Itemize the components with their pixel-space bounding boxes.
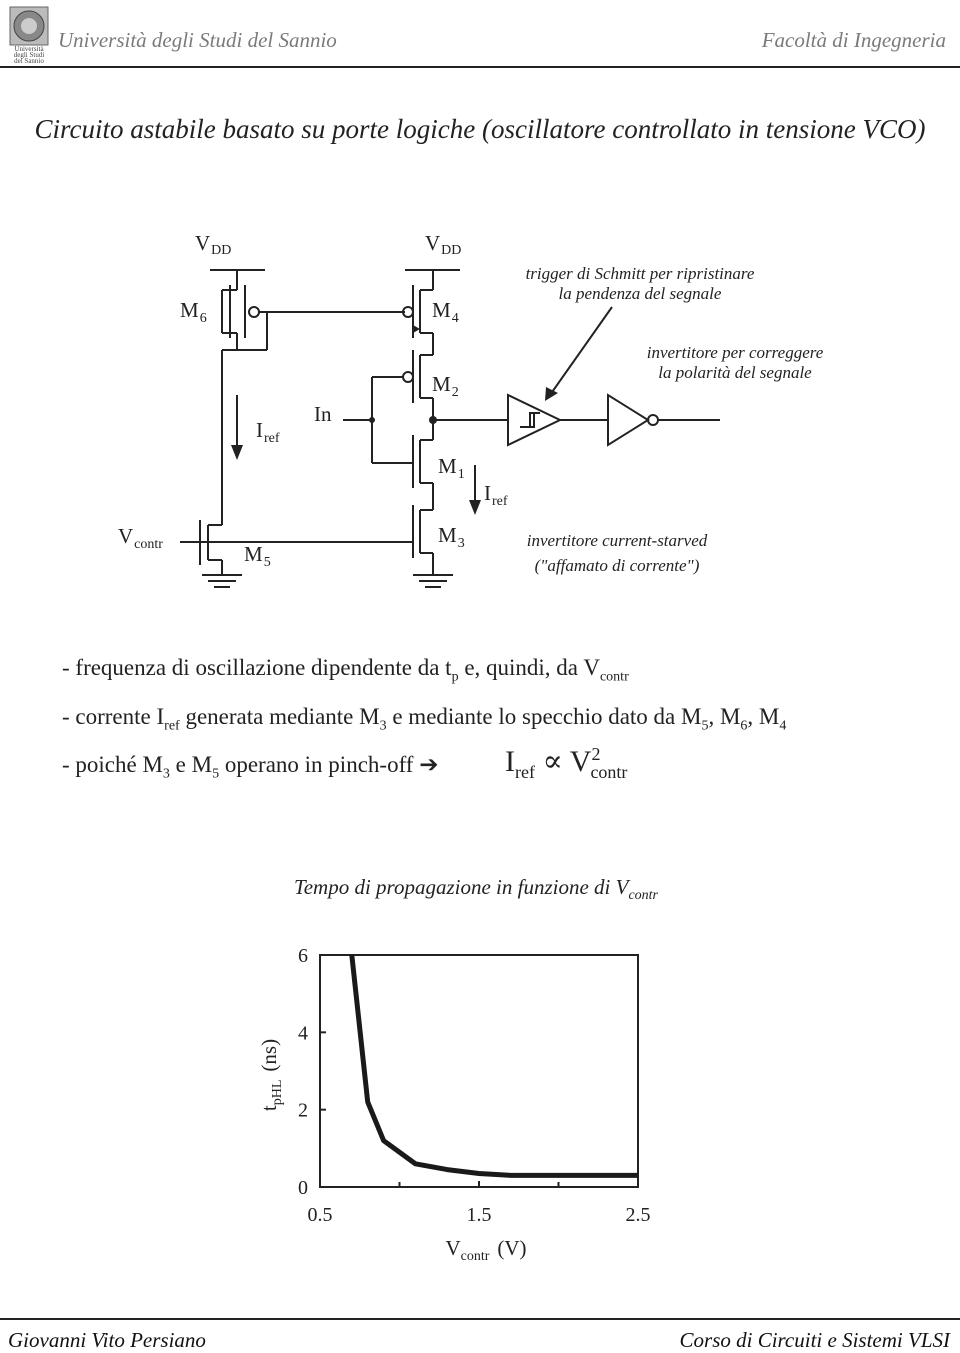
chart-xtick-label: 2.5 — [625, 1204, 651, 1226]
header-university: Università degli Studi del Sannio — [58, 28, 337, 52]
bullet-pinchoff: - poiché $M_3$ e $M_5$ operano in pinch-off ➔ — [62, 752, 439, 782]
chart-xtick-label: 1.5 — [466, 1204, 492, 1226]
footer-author: Giovanni Vito Persiano — [8, 1328, 206, 1352]
m3-label: $M_3$ — [438, 523, 465, 551]
chart-title: Tempo di propagazione in funzione di $V_{contr}$ — [293, 875, 659, 903]
svg-text:del Sannio: del Sannio — [14, 57, 44, 64]
page-title: Circuito astabile basato su porte logiche (oscillatore controllato in tensione VCO) — [34, 114, 926, 144]
chart-xlabel: $V_{contr}$ (V) — [445, 1236, 527, 1264]
bullet-frequency: - frequenza di oscillazione dipendente da $t_p$ e, quindi, da $V_{contr}$ — [62, 655, 629, 685]
input-label: In — [314, 402, 332, 426]
chart-ytick-label: 2 — [298, 1099, 308, 1122]
implies-arrow-icon: ➔ — [419, 752, 439, 777]
chart-ytick-label: 0 — [298, 1177, 308, 1199]
chart-series-line — [352, 955, 638, 1175]
inverter-annotation-line1: invertitore per correggere — [646, 343, 824, 362]
vco-circuit-diagram — [0, 215, 960, 615]
starved-annotation-line2: ("affamato di corrente") — [534, 556, 700, 575]
m5-label: $M_5$ — [244, 542, 271, 570]
chart-ylabel: $t_{pHL}(ns)$ — [257, 1038, 285, 1112]
svg-text:Università: Università — [14, 45, 44, 53]
chart-xtick-label: 0.5 — [307, 1204, 333, 1226]
header-faculty: Facoltà di Ingegneria — [761, 28, 946, 52]
m4-label: $M_4$ — [432, 298, 459, 326]
starved-annotation-line1: invertitore current-starved — [526, 531, 708, 550]
m6-label: $M_6$ — [180, 298, 207, 326]
schmitt-annotation-line1: trigger di Schmitt per ripristinare — [525, 264, 755, 283]
chart-plot-frame — [320, 955, 638, 1187]
iref-left-label: $I_{ref}$ — [256, 418, 280, 446]
inverter-annotation-line2: la polarità del segnale — [658, 363, 812, 382]
svg-text:degli Studi: degli Studi — [13, 51, 45, 59]
m2-label: $M_2$ — [432, 372, 459, 400]
m1-label: $M_1$ — [438, 454, 465, 482]
chart-ytick-label: 6 — [298, 945, 308, 967]
bullet-current: - corrente $I_{ref}$ generata mediante $M_3$ e mediante lo specchio dato da $M_5$, $M_6$, $M_4$ — [62, 704, 787, 734]
footer-rule — [0, 1318, 960, 1320]
vdd-right-label: VDD — [425, 231, 462, 258]
propagation-delay-chart — [0, 860, 960, 1280]
iref-right-label: $I_{ref}$ — [484, 481, 508, 509]
vcontr-label: $V_{contr}$ — [118, 524, 163, 552]
schmitt-annotation-line2: la pendenza del segnale — [558, 284, 722, 303]
chart-ytick-label: 4 — [298, 1022, 308, 1045]
header-rule — [0, 66, 960, 68]
university-logo — [8, 6, 50, 64]
footer-course: Corso di Circuiti e Sistemi VLSI — [679, 1328, 950, 1352]
proportionality-formula: $I_{ref} \propto V^2_{contr}$ — [505, 744, 628, 782]
vdd-left-label: VDD — [195, 231, 232, 258]
